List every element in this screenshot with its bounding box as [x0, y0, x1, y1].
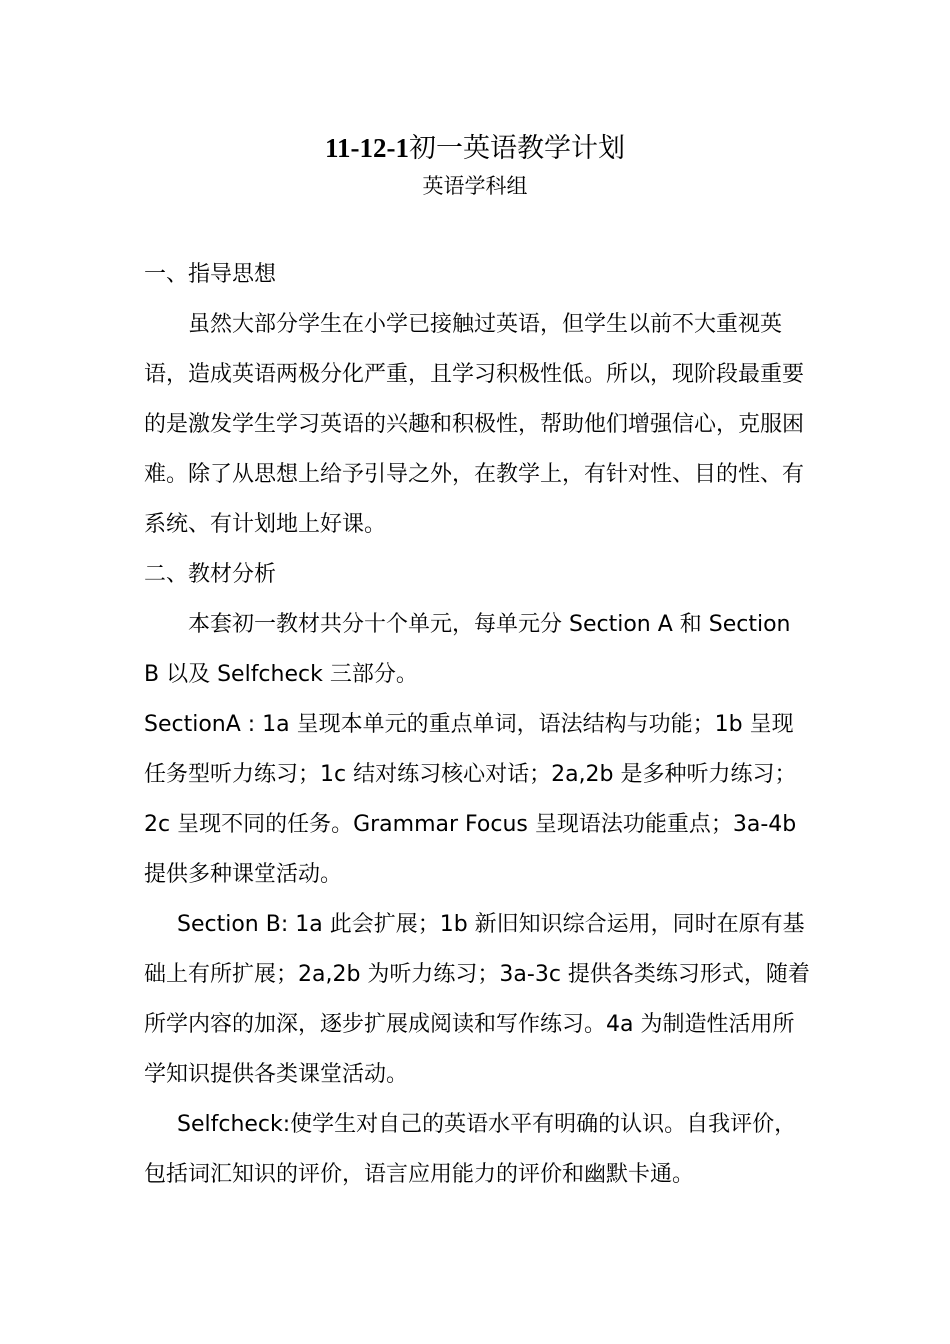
section-heading-textbook-analysis: 二、教材分析: [144, 562, 277, 587]
paragraph-section-b: Section B: 1a 此会扩展；1b 新旧知识综合运用，同时在原有基础上有所扩展；2a,2b 为听力练习；3a-3c 提供各类练习形式，随着所学内容的加深，逐步扩展成阅读和写作练习。4a 为制造性活用所学知识提供各类课堂活动。: [144, 912, 810, 1087]
section-heading-guiding-ideas: 一、指导思想: [144, 262, 277, 287]
paragraph-textbook-overview: 本套初一教材共分十个单元，每单元分 Section A 和 Section B 以及 Selfcheck 三部分。: [144, 612, 791, 687]
paragraph-selfcheck: Selfcheck:使学生对自己的英语水平有明确的认识。自我评价，包括词汇知识的评价，语言应用能力的评价和幽默卡通。: [144, 1112, 797, 1187]
document-subtitle: 英语学科组: [422, 174, 528, 198]
document-body: [144, 250, 812, 1200]
paragraph-guiding-ideas: 虽然大部分学生在小学已接触过英语，但学生以前不大重视英语，造成英语两极分化严重，且学习积极性低。所以，现阶段最重要的是激发学生学习英语的兴趣和积极性，帮助他们增强信心，克服困难。除了从思想上给予引导之外，在教学上，有针对性、目的性、有系统、有计划地上好课。: [144, 312, 805, 537]
title-number: 11-12-1: [325, 133, 409, 163]
document-title: [0, 128, 950, 169]
title-text: 初一英语教学计划: [409, 133, 625, 164]
paragraph-section-a: SectionA : 1a 呈现本单元的重点单词，语法结构与功能；1b 呈现任务型听力练习；1c 结对练习核心对话；2a,2b 是多种听力练习；2c 呈现不同的任务。Grammar Focus 呈现语法功能重点；3a-4b 提供多种课堂活动。: [144, 712, 797, 887]
